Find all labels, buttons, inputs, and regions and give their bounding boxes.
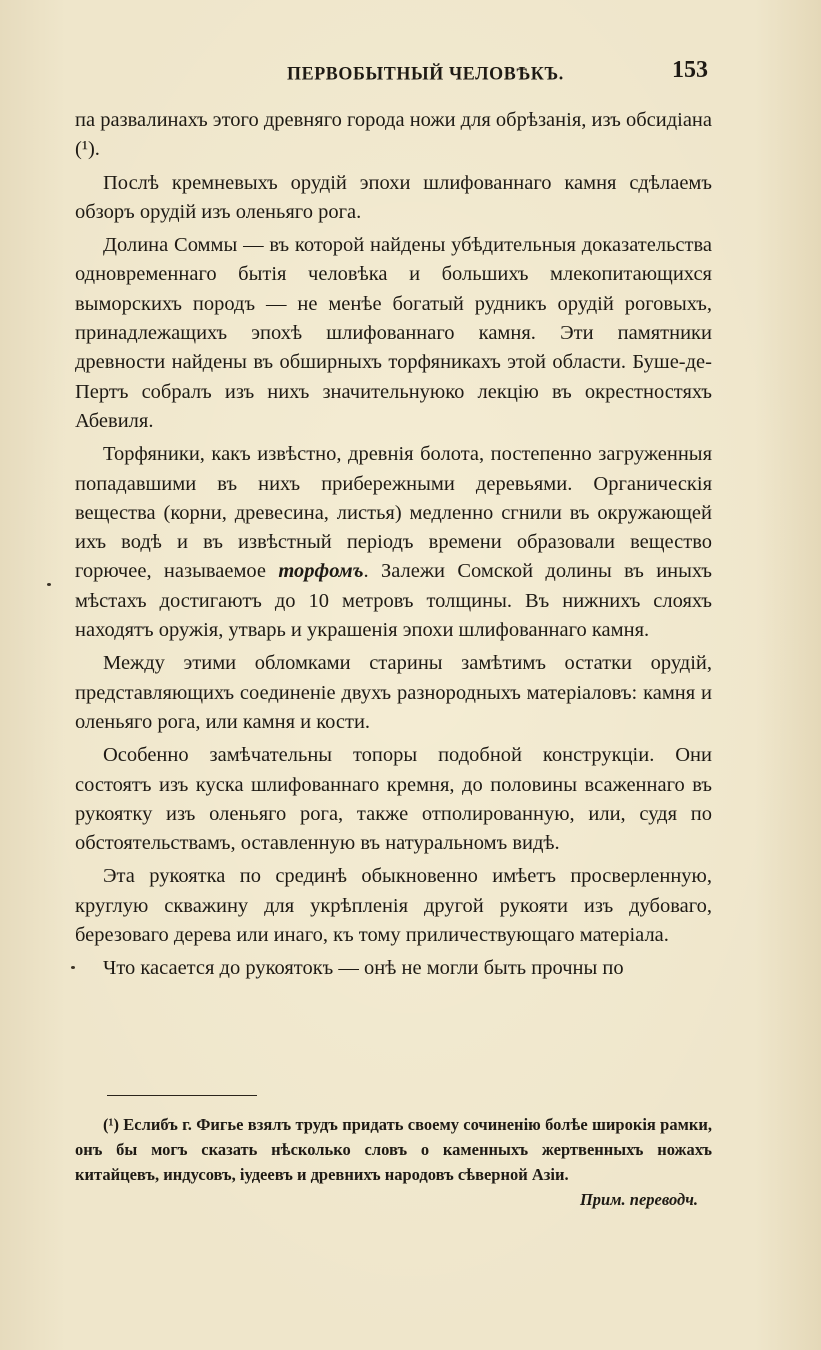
footnote-signature: Прим. переводч.	[579, 1190, 698, 1209]
paragraph-antler-tools-intro: Послѣ кремневыхъ орудій эпохи шлифованнаго камня сдѣлаемъ обзоръ орудій изъ оленьяго рога.	[75, 171, 712, 223]
paragraph-handle-hole: Эта рукоятка по срединѣ обыкновенно имѣетъ просверленную, круглую скважину для укрѣпленія другой рукояти изъ дубоваго, березоваго дерева или инаго, къ тому приличествующаго матеріала.	[75, 865, 712, 947]
margin-speck	[71, 966, 75, 969]
footnote	[75, 1112, 712, 1212]
page-header	[0, 57, 821, 91]
page-number: 153	[672, 57, 708, 83]
running-title: ПЕРВОБЫТНЫЙ ЧЕЛОВѢКЪ.	[287, 62, 564, 84]
main-text	[75, 106, 712, 988]
footnote-separator	[107, 1095, 257, 1096]
margin-speck	[47, 583, 51, 586]
peat-text-after: . Залежи Сомской долины въ иныхъ мѣстахъ достигаютъ до 10 метровъ толщины. Въ нижнихъ слояхъ находятъ оружія, утварь и украшенія эпохи шлифованнаго камня.	[75, 560, 712, 642]
footnote-text: (¹) Еслибъ г. Фигье взялъ трудъ придать своему сочиненію болѣе широкія рамки, онъ бы могъ сказать нѣсколько словъ о каменныхъ жертвенныхъ ножахъ китайцевъ, индусовъ, іудеевъ и древнихъ народовъ сѣверной Азіи.	[75, 1115, 712, 1184]
peat-term: торфомъ	[278, 560, 364, 583]
paragraph-composite-tools: Между этими обломками старины замѣтимъ остатки орудій, представляющихъ соединеніе двухъ разнородныхъ матеріаловъ: камня и оленьяго рога, или камня и кости.	[75, 652, 712, 733]
paragraph-continuation: па развалинахъ этого древняго города ножи для обрѣзанія, изъ обсидіана (¹).	[75, 109, 712, 161]
peat-text-before: Торфяники, какъ извѣстно, древнія болота, постепенно загруженныя попадавшими въ нихъ прибережными деревьями. Органическія вещества (корни, древесина, листья) медленно сгнили въ окружающей ихъ водѣ и въ извѣстный періодъ времени образовали вещество горючее, называемое	[75, 443, 712, 583]
paragraph-somme-valley: Долина Соммы — въ которой найдены убѣдительныя доказательства одновременнаго бытія человѣка и большихъ млекопитающихся выморскихъ породъ — не менѣе богатый рудникъ орудій роговыхъ, принадлежащихъ эпохѣ шлифованнаго камня. Эти памятники древности найдены въ обширныхъ торфяникахъ этой области. Буше-де-Пертъ собралъ изъ нихъ значительнуюко лекцію въ окрестностяхъ Абевиля.	[75, 234, 712, 432]
paragraph-handles: Что касается до рукоятокъ — онѣ не могли быть прочны по	[103, 957, 624, 980]
paragraph-peat-bogs	[75, 440, 712, 645]
footnote-paragraph	[75, 1112, 712, 1209]
paragraph-axes: Особенно замѣчательны топоры подобной конструкціи. Они состоятъ изъ куска шлифованнаго кремня, до половины всаженнаго въ рукоятку изъ оленьяго рога, также отполированную, или, судя по обстоятельствамъ, оставленную въ натуральномъ видѣ.	[75, 744, 712, 855]
